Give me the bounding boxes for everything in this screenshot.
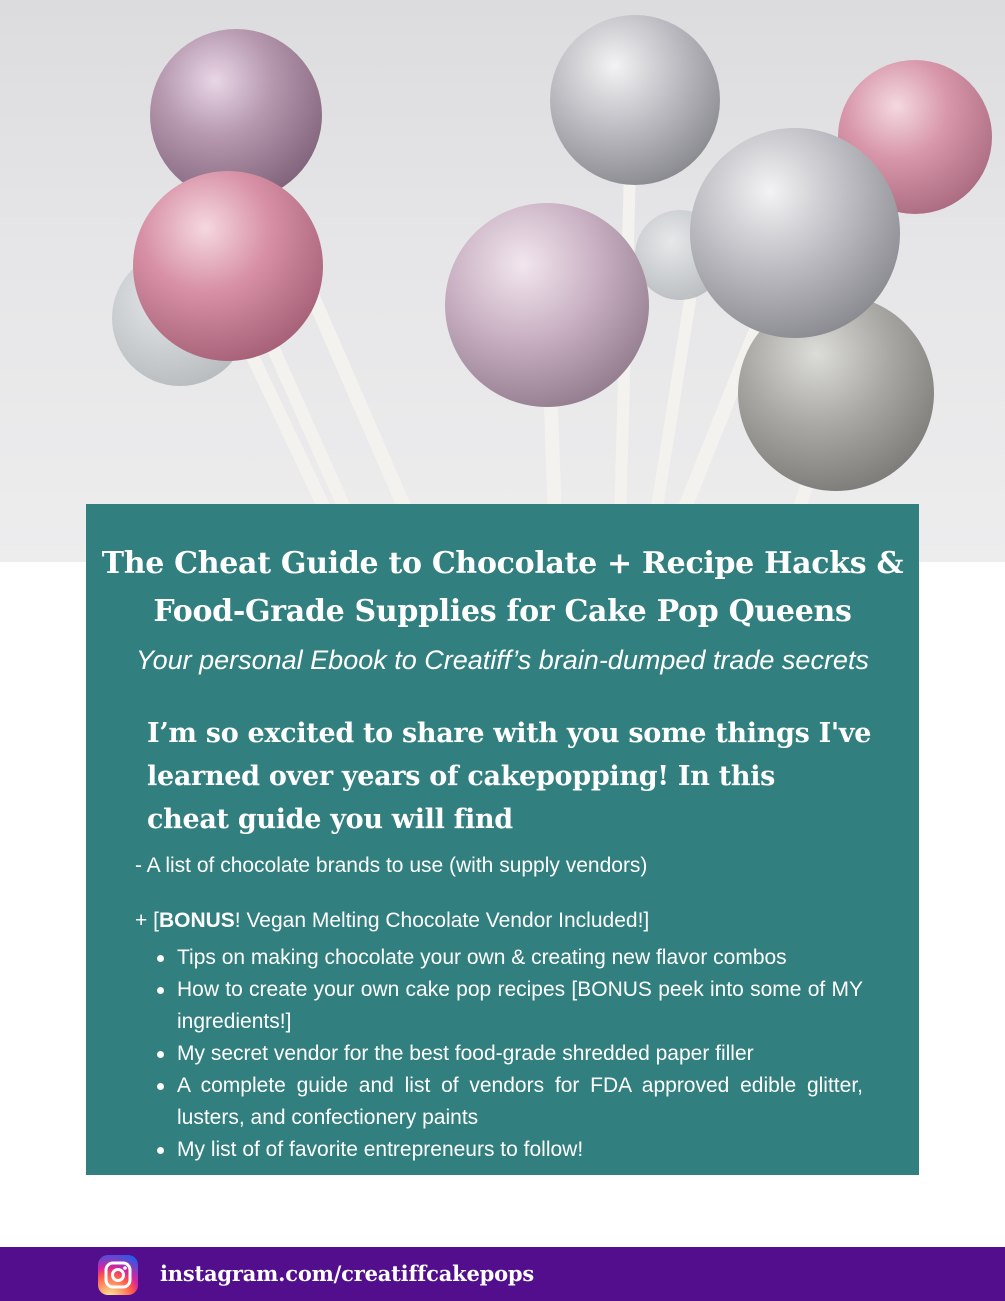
bonus-label: BONUS — [158, 909, 235, 932]
list-item: My list of of favorite entrepreneurs to follow! — [177, 1134, 863, 1166]
bonus-line — [135, 907, 649, 935]
instagram-icon[interactable] — [98, 1255, 138, 1295]
chocolate-brands-line: - A list of chocolate brands to use (with supply vendors) — [135, 854, 648, 877]
list-item: A complete guide and list of vendors for FDA approved edible glitter, lusters, and confectionery paints — [177, 1070, 863, 1134]
info-card — [86, 504, 919, 1175]
footer-bar — [0, 1247, 1005, 1301]
title-line-1: The Cheat Guide to Chocolate + Recipe Hacks & — [101, 546, 904, 581]
instagram-link[interactable]: instagram.com/creatiffcakepops — [160, 1261, 535, 1286]
intro-line-3: cheat guide you will find — [147, 804, 513, 835]
hero-photo — [0, 0, 1005, 562]
list-item: Tips on making chocolate your own & creating new flavor combos — [177, 942, 863, 974]
list-item: How to create your own cake pop recipes [BONUS peek into some of MY ingredients!] — [177, 974, 863, 1038]
cake-pops-illustration — [0, 0, 1005, 562]
title-line-2: Food-Grade Supplies for Cake Pop Queens — [153, 594, 852, 629]
intro-line-2: learned over years of cakepopping! In this — [147, 761, 776, 792]
contents-list — [177, 942, 863, 1166]
intro-line-1: I’m so excited to share with you some things I've — [147, 718, 872, 749]
bonus-suffix: ! Vegan Melting Chocolate Vendor Included!] — [234, 909, 650, 932]
bonus-prefix: + [ — [135, 909, 159, 932]
ebook-subtitle: Your personal Ebook to Creatiff’s brain-dumped trade secrets — [136, 645, 869, 675]
list-item: My secret vendor for the best food-grade shredded paper filler — [177, 1038, 863, 1070]
intro-text — [147, 712, 887, 841]
ebook-title — [86, 540, 919, 636]
